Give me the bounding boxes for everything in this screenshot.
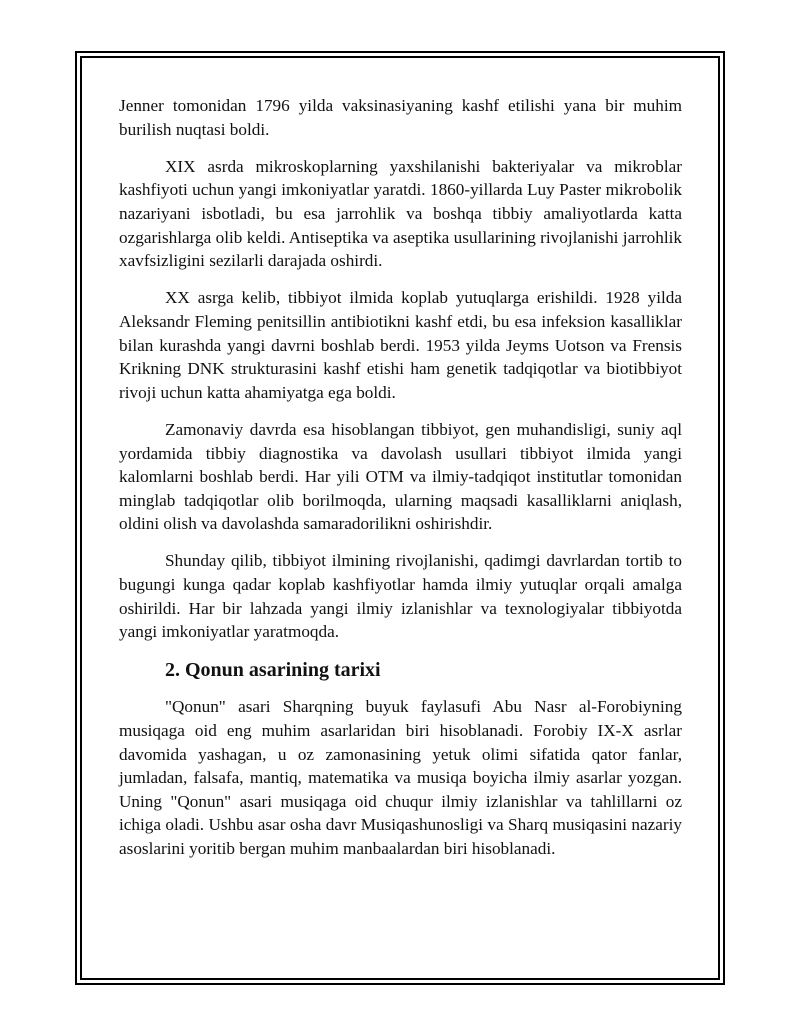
paragraph-conclusion: Shunday qilib, tibbiyot ilmining rivojlanishi, qadimgi davrlardan tortib to bugungi kunga qadar koplab kashfiyotlar hamda ilmiy yutuqlar orqali amalga oshirildi. Har bir lahzada yangi ilmiy izlanishlar va texnologiyalar tibbiyotda yangi imkoniyatlar yaratmoqda.	[119, 551, 682, 642]
section-heading: 2. Qonun asarining tarixi	[165, 659, 381, 682]
paragraph-modern-era: Zamonaviy davrda esa hisoblangan tibbiyot, gen muhandisligi, suniy aql yordamida tibbiy diagnostika va davolash usullari tibbiyot ilmida yangi kalomlarni boshlab berdi. Har yili OTM va ilmiy-tadqiqot institutlar tomonidan minglab tadqiqotlar olib borilmoqda, ularning maqsadi kasalliklarni aniqlash, oldini olish va davolashda samaradorilikni oshirishdir.	[119, 419, 682, 534]
document-body	[119, 94, 682, 874]
paragraph-qonun: "Qonun" asari Sharqning buyuk faylasufi Abu Nasr al-Forobiyning musiqaga oid eng muhim asarlaridan biri hisoblanadi. Forobiy IX-X asrlar davomida yashagan, u oz zamonasining yetuk olimi sifatida qator fanlar, jumladan, falsafa, mantiq, matematika va musiqa boyicha ilmiy asarlar yozgan. Uning "Qonun" asari musiqaga oid chuqur ilmiy izlanishlar va tahlillarni oz ichiga oladi. Ushbu asar osha davr Musiqashunosligi va Sharq musiqasini nazariy asoslarini yoritib bergan muhim manbaalardan biri hisoblanadi.	[119, 697, 682, 858]
paragraph-jenner: Jenner tomonidan 1796 yilda vaksinasiyaning kashf etilishi yana bir muhim burilish nuqtasi boldi.	[119, 96, 682, 139]
paragraph-xix-century: XIX asrda mikroskoplarning yaxshilanishi bakteriyalar va mikroblar kashfiyoti uchun yangi imkoniyatlar yaratdi. 1860-yillarda Luy Paster mikrobolik nazariyani isbotladi, bu esa jarrohlik va boshqa tibbiy amaliyotlarda katta ozgarishlarga olib keldi. Antiseptika va aseptika usullarining rivojlanishi jarrohlik xavfsizligini sezilarli darajada oshirdi.	[119, 156, 682, 271]
paragraph-xx-century: XX asrga kelib, tibbiyot ilmida koplab yutuqlarga erishildi. 1928 yilda Aleksandr Fleming penitsillin antibiotikni kashf etdi, bu esa infeksion kasalliklar bilan kurashda yangi davrni boshlab berdi. 1953 yilda Jeyms Uotson va Frensis Krikning DNK strukturasini kashf etishi ham genetik tadqiqotlar va biotibbiyot rivoji uchun katta ahamiyatga ega boldi.	[119, 288, 682, 402]
